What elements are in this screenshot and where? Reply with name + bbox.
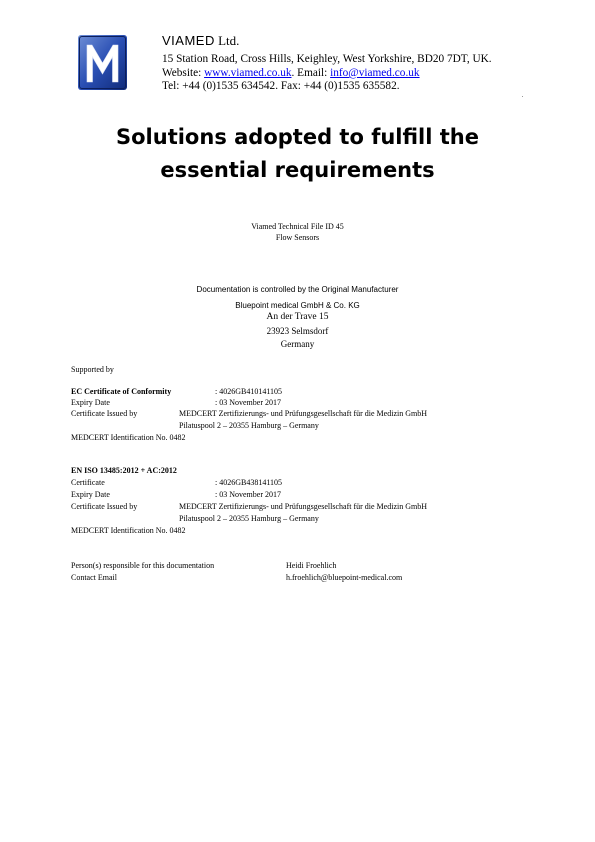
manufacturer-city: 23923 Selmsdorf: [266, 326, 329, 336]
ec-expiry-label: Expiry Date: [71, 398, 110, 407]
contact-email-label: Contact Email: [71, 573, 117, 582]
manufacturer-country: Germany: [280, 339, 315, 349]
website-label: Website:: [162, 67, 205, 79]
ec-expiry-value: : 03 November 2017: [215, 398, 281, 407]
ec-cert-number: : 4026GB410141105: [215, 387, 283, 396]
ec-identification: MEDCERT Identification No. 0482: [71, 433, 186, 442]
ec-cert-heading: EC Certificate of Conformity: [71, 387, 172, 396]
ec-issuer-address: Pilatuspool 2 – 20355 Hamburg – Germany: [179, 421, 319, 430]
website-link[interactable]: www.viamed.co.uk: [204, 67, 292, 79]
company-suffix: Ltd.: [214, 33, 240, 48]
contact-email: h.froehlich@bluepoint-medical.com: [286, 573, 403, 582]
iso-cert-label: Certificate: [71, 478, 105, 487]
iso-cert-number: : 4026GB438141105: [215, 478, 283, 487]
iso-issuer: MEDCERT Zertifizierungs- und Prüfungsgesellschaft für die Medizin GmbH: [179, 502, 427, 511]
company-name: [162, 33, 239, 49]
company-address: 15 Station Road, Cross Hills, Keighley, West Yorkshire, BD20 7DT, UK.: [162, 53, 492, 65]
company-brand: VIAMED: [162, 33, 215, 48]
title-line-2: essential requirements: [160, 158, 435, 182]
manufacturer-intro: Documentation is controlled by the Original Manufacturer: [196, 285, 399, 294]
email-label: . Email:: [291, 67, 331, 79]
responsible-label: Person(s) responsible for this documentation: [71, 561, 215, 570]
phone-fax-line: Tel: +44 (0)1535 634542. Fax: +44 (0)1535 635582.: [162, 80, 400, 92]
ec-issued-label: Certificate Issued by: [71, 409, 138, 418]
iso-expiry-label: Expiry Date: [71, 490, 110, 499]
responsible-name: Heidi Froehlich: [286, 561, 337, 570]
iso-issued-label: Certificate Issued by: [71, 502, 138, 511]
technical-file-id: Viamed Technical File ID 45: [251, 222, 344, 231]
viamed-logo-icon: [78, 35, 127, 90]
product-name: Flow Sensors: [275, 233, 320, 242]
iso-expiry-value: : 03 November 2017: [215, 490, 281, 499]
iso-issuer-address: Pilatuspool 2 – 20355 Hamburg – Germany: [179, 514, 319, 523]
email-link[interactable]: info@viamed.co.uk: [330, 67, 420, 79]
iso-identification: MEDCERT Identification No. 0482: [71, 526, 186, 535]
manufacturer-street: An der Trave 15: [266, 312, 329, 322]
supported-by-label: Supported by: [71, 365, 114, 374]
iso-cert-heading: EN ISO 13485:2012 + AC:2012: [71, 466, 177, 475]
title-line-1: Solutions adopted to fulfill the: [116, 125, 479, 149]
page-title: [0, 121, 595, 187]
divider-dot: [522, 96, 523, 97]
contact-line: [162, 67, 420, 79]
manufacturer-name: Bluepoint medical GmbH & Co. KG: [235, 301, 360, 310]
ec-issuer: MEDCERT Zertifizierungs- und Prüfungsgesellschaft für die Medizin GmbH: [179, 409, 427, 418]
